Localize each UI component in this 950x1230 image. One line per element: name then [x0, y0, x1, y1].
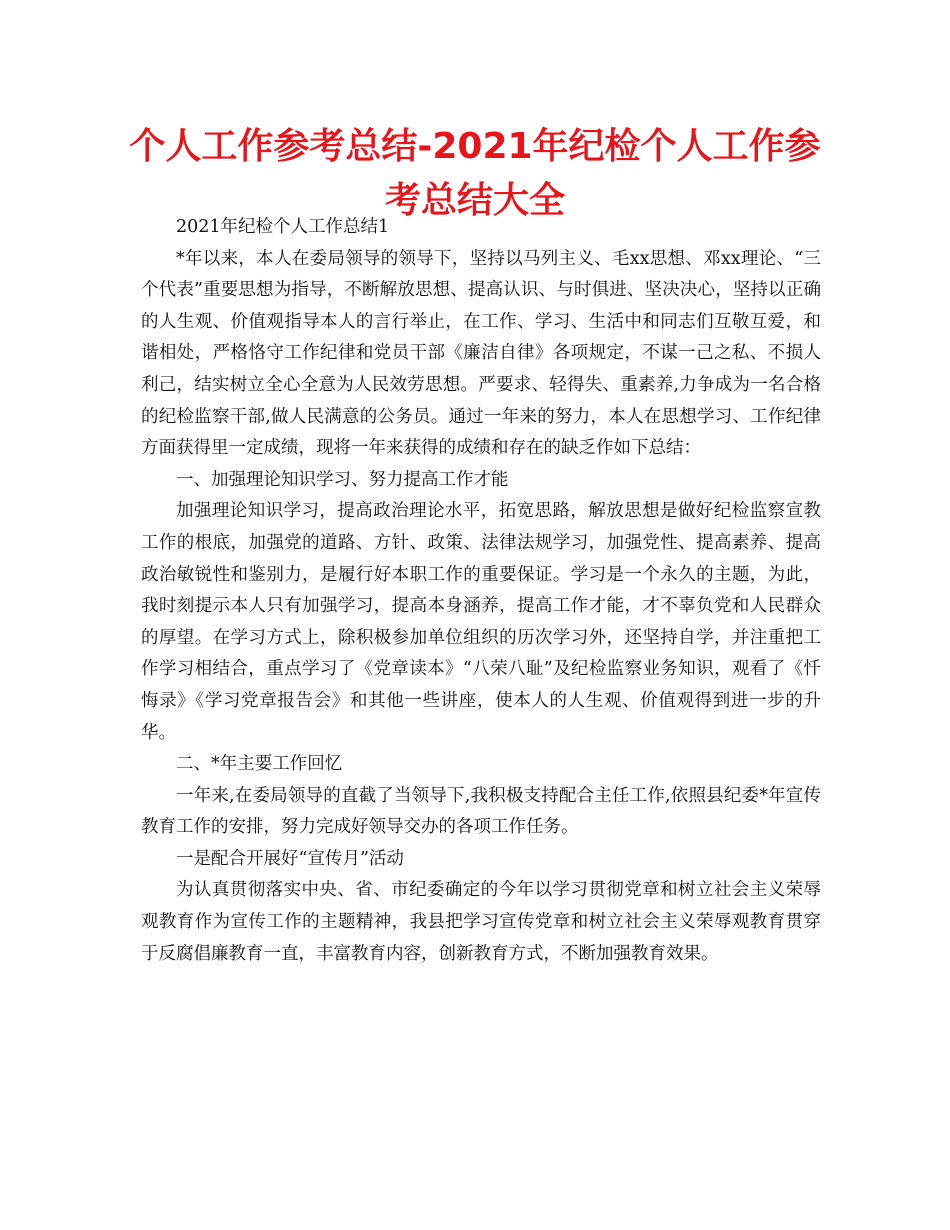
section-heading-work-review: 二、*年主要工作回忆: [176, 754, 343, 775]
paragraph-publicity-month: 为认真贯彻落实中央、省、市纪委确定的今年以学习贯彻党章和树立社会主义荣辱观教育作为宣传工作的主题精神，我县把学习宣传党章和树立社会主义荣辱观教育贯穿于反腐倡廉教育一直，丰富教育内容，创新教育方式，不断加强教育效果。: [141, 880, 821, 964]
section-heading-publicity-month: 一是配合开展好“宣传月”活动: [176, 848, 404, 869]
section-heading-summary: 2021年纪检个人工作总结1: [176, 217, 390, 237]
document-body: [141, 212, 821, 970]
paragraph-intro: *年以来，本人在委局领导的领导下，坚持以马列主义、毛xx思想、邓xx理论、“三个代表”重要思想为指导，不断解放思想、提高认识、与时俱进、坚决决心，坚持以正确的人生观、价值观指导本人的言行举止，在工作、学习、生活中和同志们互敬互爱，和谐相处，严格恪守工作纪律和党员干部《廉洁自律》各项规定，不谋一己之私、不损人利己，结实树立全心全意为人民效劳思想。严要求、轻得失、重素养,力争成为一名合格的纪检监察干部,做人民满意的公务员。通过一年来的努力，本人在思想学习、工作纪律方面获得里一定成绩，现将一年来获得的成绩和存在的缺乏作如下总结：: [141, 248, 821, 459]
section-heading-theory-study: 一、加强理论知识学习、努力提高工作才能: [176, 469, 509, 490]
paragraph-work-review: 一年来,在委局领导的直截了当领导下,我积极支持配合主任工作,依照县纪委*年宣传教育工作的安排，努力完成好领导交办的各项工作任务。: [141, 785, 821, 838]
document-title: 个人工作参考总结-2021年纪检个人工作参考总结大全: [129, 126, 821, 221]
paragraph-theory-study: 加强理论知识学习，提高政治理论水平，拓宽思路，解放思想是做好纪检监察宣教工作的根底，加强党的道路、方针、政策、法律法规学习，加强党性、提高素养、提高政治敏锐性和鉴别力，是履行好本职工作的重要保证。学习是一个永久的主题，为此，我时刻提示本人只有加强学习，提高本身涵养，提高工作才能，才不辜负党和人民群众的厚望。在学习方式上，除积极参加单位组织的历次学习外，还坚持自学，并注重把工作学习相结合，重点学习了《党章读本》“八荣八耻”及纪检监察业务知识，观看了《忏悔录》《学习党章报告会》和其他一些讲座，使本人的人生观、价值观得到进一步的升华。: [141, 501, 821, 743]
